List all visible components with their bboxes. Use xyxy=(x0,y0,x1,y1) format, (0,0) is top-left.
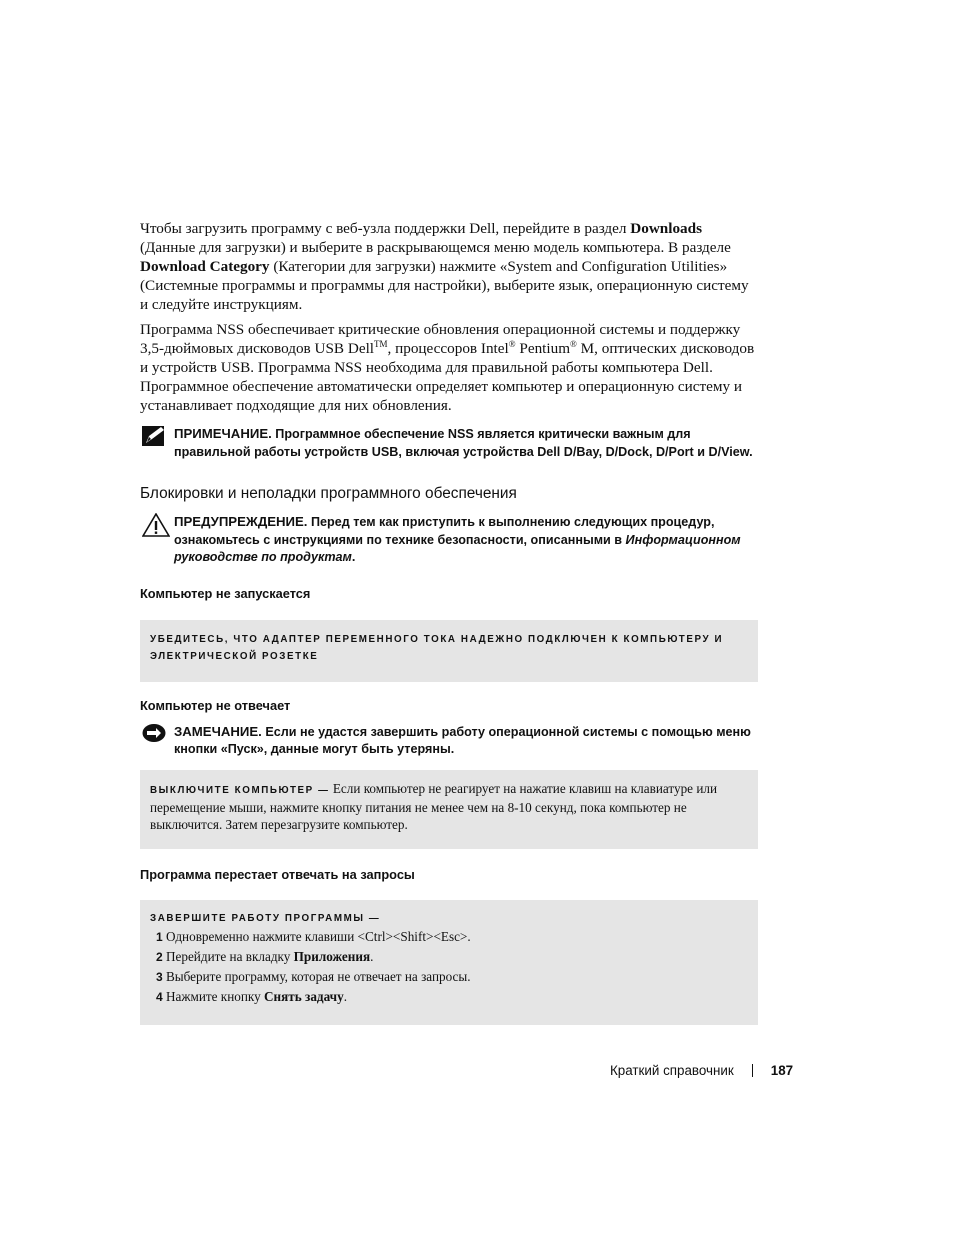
note-label: ПРИМЕЧАНИЕ. xyxy=(174,426,272,441)
paragraph-nss-description xyxy=(140,320,758,415)
text: Чтобы загрузить программу с веб-узла поддержки Dell, перейдите в раздел xyxy=(140,220,631,237)
footer-divider xyxy=(752,1064,753,1077)
notice-block xyxy=(140,723,758,759)
note-text: Программное обеспечение NSS является критически важным для правильной работы устройств USB, включая устройства Dell D/Bay, D/Dock, D/Port и D/View. xyxy=(174,427,753,459)
subheading-program-hang: Программа перестает отвечать на запросы xyxy=(140,866,415,882)
tip-text: УБЕДИТЕСЬ, ЧТО АДАПТЕР ПЕРЕМЕННОГО ТОКА НАДЕЖНО ПОДКЛЮЧЕН К КОМПЬЮТЕРУ И ЭЛЕКТРИЧЕСКОЙ РОЗЕТКЕ xyxy=(150,633,724,662)
step-number: 1 xyxy=(156,929,163,944)
step-text: Перейдите на вкладку xyxy=(165,948,294,964)
list-item xyxy=(150,967,748,987)
notice-label: ЗАМЕЧАНИЕ. xyxy=(174,723,262,739)
bold-download-category: Download Category xyxy=(140,258,270,275)
text: M, оптических дисководов и устройств USB. Программа NSS необходима для правильной работы компьютера Dell. Программное обеспечение автоматически определяет компьютер и операционную систему и устанавливает подходящие для них обновления. xyxy=(140,340,755,414)
footer-title: Краткий справочник xyxy=(610,1063,734,1078)
tip-body: Если компьютер не реагирует на нажатие клавиш на клавиатуре или перемещение мыши, нажмите кнопку питания не менее чем на 8-10 секунд, пока компьютер не выключится. Затем перезагрузите компьютер. xyxy=(150,780,718,832)
text: Pentium xyxy=(515,340,571,357)
caution-italic-text: Информационном руководстве по продуктам xyxy=(174,532,741,564)
tip-lead: ВЫКЛЮЧИТЕ КОМПЬЮТЕР — xyxy=(150,784,330,796)
warning-triangle-icon xyxy=(142,513,168,535)
registered-symbol: ® xyxy=(570,338,577,349)
bold-downloads: Downloads xyxy=(630,220,703,237)
page-content xyxy=(140,219,758,1025)
subheading-no-start: Компьютер не запускается xyxy=(140,585,311,601)
text: . xyxy=(351,550,356,564)
note-block xyxy=(140,425,758,461)
text: , процессоров Intel xyxy=(387,340,509,357)
step-text: Одновременно нажмите клавиши <Ctrl><Shift><Esc>. xyxy=(165,928,471,944)
registered-symbol: ® xyxy=(508,338,516,349)
text: (Категории для загрузки) нажмите «System and Configuration Utilities» (Системные программы и программы для настройки), выберите язык, операционную систему и следуйте инструкциям. xyxy=(140,258,749,313)
text: Программа NSS обеспечивает критические обновления операционной системы и поддержку 3,5-дюймовых дисководов USB Dell xyxy=(140,321,741,357)
notice-arrow-icon xyxy=(142,723,168,745)
trademark-symbol: TM xyxy=(374,338,388,349)
step-text: Выберите программу, которая не отвечает на запросы. xyxy=(165,968,471,984)
pencil-note-icon xyxy=(142,425,168,447)
tip-lead: ЗАВЕРШИТЕ РАБОТУ ПРОГРАММЫ — xyxy=(150,912,381,924)
caution-block xyxy=(140,513,758,567)
list-item xyxy=(150,947,748,967)
caution-text: Перед тем как приступить к выполнению следующих процедур, ознакомьтесь с инструкциями по технике безопасности, описанными в xyxy=(174,515,715,547)
tip-box-end-program xyxy=(140,900,758,1025)
step-number: 3 xyxy=(156,969,163,984)
step-bold-text: Снять задачу xyxy=(264,988,344,1004)
paragraph-nss-download xyxy=(140,219,758,314)
list-item xyxy=(150,987,748,1007)
tip-text xyxy=(150,780,748,833)
page-number: 187 xyxy=(770,1063,794,1078)
step-number: 4 xyxy=(156,989,163,1004)
text: . xyxy=(343,988,347,1004)
tip-box-shutdown xyxy=(140,770,758,849)
tip-box-no-start xyxy=(140,620,758,682)
text: (Данные для загрузки) и выберите в раскрывающемся меню модель компьютера. В разделе xyxy=(140,239,731,256)
subheading-no-response: Компьютер не отвечает xyxy=(140,697,291,713)
section-heading: Блокировки и неполадки программного обеспечения xyxy=(140,485,517,502)
step-text: Нажмите кнопку xyxy=(165,988,265,1004)
notice-text: Если не удастся завершить работу операционной системы с помощью меню кнопки «Пуск», данные могут быть утеряны. xyxy=(174,724,751,756)
text: . xyxy=(370,948,374,964)
page-footer xyxy=(610,1063,793,1079)
caution-label: ПРЕДУПРЕЖДЕНИЕ. xyxy=(174,514,308,529)
step-number: 2 xyxy=(156,949,163,964)
list-item xyxy=(150,927,748,947)
steps-list xyxy=(150,927,748,1007)
step-bold-text: Приложения xyxy=(293,948,371,964)
